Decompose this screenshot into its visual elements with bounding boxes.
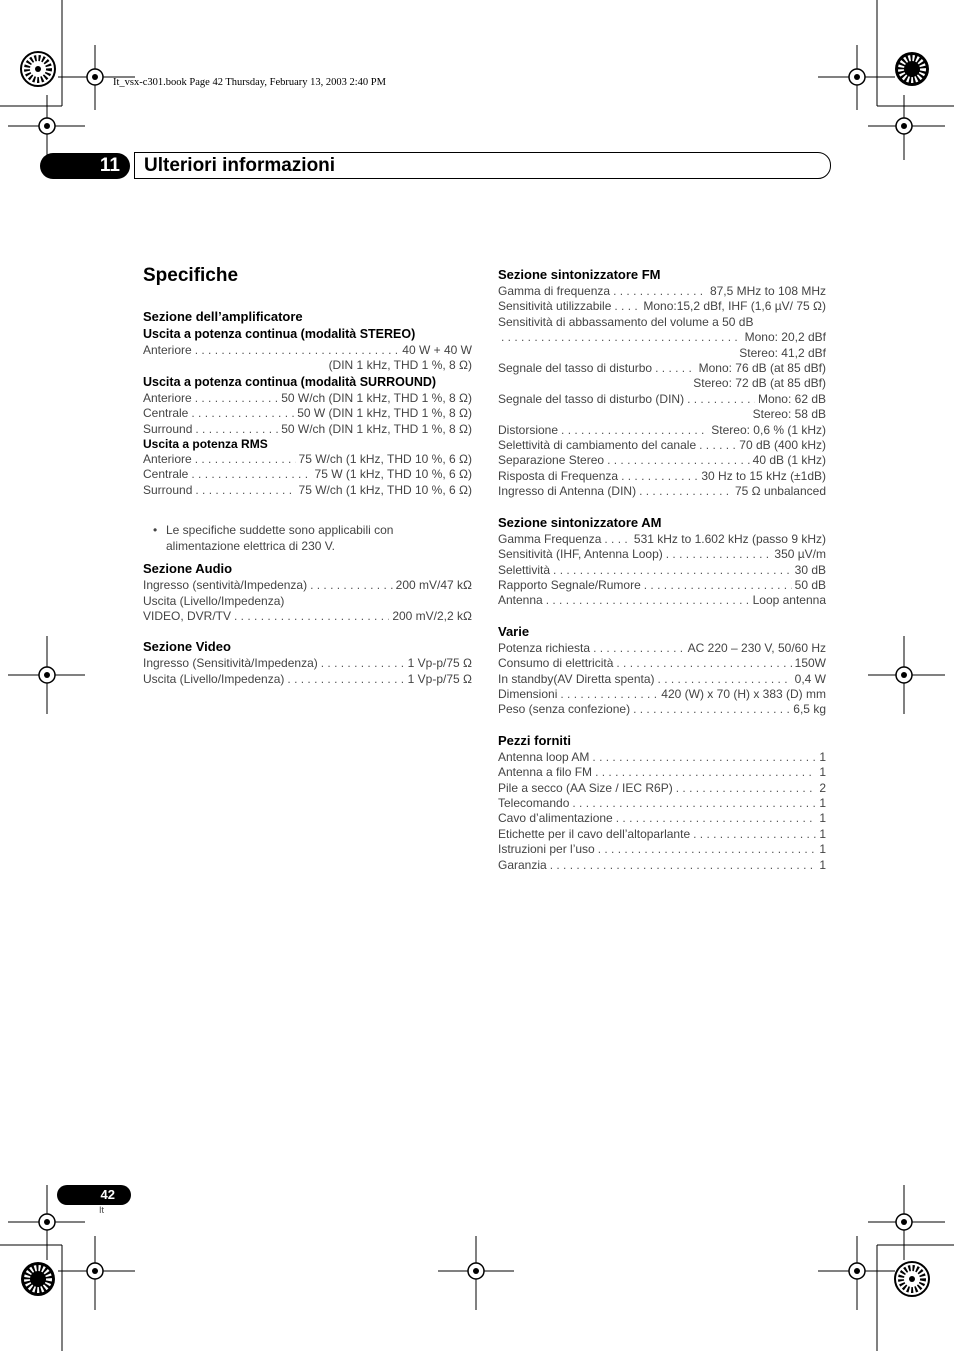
spec-row bbox=[143, 656, 472, 671]
spec-continuation: Stereo: 58 dB bbox=[752, 407, 826, 422]
spec-label: Etichette per il cavo dell’altoparlante bbox=[498, 826, 691, 841]
spec-line: Uscita (Livello/Impedenza) bbox=[143, 593, 285, 608]
spec-label: Dimensioni bbox=[498, 686, 558, 701]
spec-label: Distorsione bbox=[498, 422, 559, 437]
spec-label: VIDEO, DVR/TV bbox=[143, 609, 232, 624]
spec-value: 1 bbox=[819, 749, 826, 764]
spec-label: Antenna loop AM bbox=[498, 749, 590, 764]
varie-section-heading: Varie bbox=[498, 623, 530, 639]
spec-continuation: Stereo: 41,2 dBf bbox=[739, 345, 826, 360]
spec-value: Loop antenna bbox=[752, 593, 826, 608]
chapter-number-badge: 11 bbox=[40, 153, 130, 179]
spec-label: Anteriore bbox=[143, 343, 192, 357]
spec-label: In standby(AV Diretta spenta) bbox=[498, 671, 655, 686]
spec-row bbox=[498, 858, 826, 873]
spec-row bbox=[143, 422, 472, 437]
spec-value: AC 220 – 230 V, 50/60 Hz bbox=[687, 640, 826, 655]
spec-label: Peso (senza confezione) bbox=[498, 702, 631, 717]
spec-row bbox=[498, 532, 826, 547]
spec-value: 6,5 kg bbox=[793, 702, 826, 717]
spec-value: 40 dB (1 kHz) bbox=[752, 453, 826, 468]
spec-line: Sensitività di abbassamento del volume a 50 dB bbox=[498, 314, 754, 329]
spec-label: Consumo di elettricità bbox=[498, 656, 614, 671]
spec-label: Garanzia bbox=[498, 857, 547, 872]
spec-continuation: Stereo: 72 dB (at 85 dBf) bbox=[693, 376, 826, 391]
spec-value: 50 W/ch (DIN 1 kHz, THD 1 %, 8 Ω) bbox=[281, 421, 472, 436]
rms-heading: Uscita a potenza RMS bbox=[143, 437, 268, 452]
spec-value: 75 W/ch (1 kHz, THD 10 %, 6 Ω) bbox=[298, 482, 472, 497]
spec-label: Selettività bbox=[498, 562, 551, 577]
spec-label: Anteriore bbox=[143, 452, 192, 467]
page-language: It bbox=[99, 1205, 105, 1215]
spec-row bbox=[143, 483, 472, 498]
spec-value: 420 (W) x 70 (H) x 383 (D) mm bbox=[661, 686, 826, 701]
spec-label: Antenna a filo FM bbox=[498, 765, 593, 780]
spec-value: 87,5 MHz to 108 MHz bbox=[709, 284, 826, 298]
spec-row bbox=[498, 687, 826, 702]
surround-heading: Uscita a potenza continua (modalità SURROUND) bbox=[143, 374, 437, 389]
spec-row bbox=[143, 578, 472, 593]
spec-value: 40 W + 40 W bbox=[402, 343, 472, 357]
spec-label: Telecomando bbox=[498, 795, 570, 810]
chapter-title: Ulteriori informazioni bbox=[134, 152, 831, 179]
spec-value: 1 bbox=[819, 765, 826, 780]
note-line: alimentazione elettrica di 230 V. bbox=[166, 539, 335, 554]
spec-label: Cavo d’alimentazione bbox=[498, 811, 613, 826]
spec-label: Ingresso (sentività/Impedenza) bbox=[143, 578, 308, 593]
spec-value: 350 µV/m bbox=[774, 547, 826, 562]
spec-label: Centrale bbox=[143, 467, 189, 482]
spec-label: Potenza richiesta bbox=[498, 640, 591, 655]
spec-label: Istruzioni per l’uso bbox=[498, 842, 595, 857]
book-header-line: It_vsx-c301.book Page 42 Thursday, February 13, 2003 2:40 PM bbox=[113, 77, 386, 88]
spec-label: Separazione Stereo bbox=[498, 453, 605, 468]
spec-row bbox=[498, 827, 826, 842]
spec-value: 70 dB (400 kHz) bbox=[739, 438, 826, 453]
spec-row bbox=[498, 547, 826, 562]
spec-row bbox=[498, 641, 826, 656]
spec-row bbox=[143, 672, 472, 687]
spec-value: 75 W/ch (1 kHz, THD 10 %, 6 Ω) bbox=[298, 452, 472, 467]
spec-label: Gamma Frequenza bbox=[498, 531, 602, 546]
section-title: Specifiche bbox=[143, 265, 239, 286]
spec-value: 75 W (1 kHz, THD 10 %, 6 Ω) bbox=[314, 467, 472, 482]
spec-row bbox=[498, 765, 826, 780]
spec-value: 50 dB bbox=[794, 577, 826, 592]
audio-section-heading: Sezione Audio bbox=[143, 561, 233, 577]
am-section-heading: Sezione sintonizzatore AM bbox=[498, 514, 662, 530]
spec-value: 1 Vp-p/75 Ω bbox=[407, 671, 472, 686]
spec-value: Mono: 62 dB bbox=[757, 391, 826, 406]
fm-section-heading: Sezione sintonizzatore FM bbox=[498, 267, 661, 282]
spec-row bbox=[498, 593, 826, 608]
spec-label: Uscita (Livello/Impedenza) bbox=[143, 671, 285, 686]
spec-value: Mono:15,2 dBf, IHF (1,6 µV/ 75 Ω) bbox=[643, 299, 826, 314]
spec-value: 30 Hz to 15 kHz (±1dB) bbox=[701, 468, 826, 483]
spec-row bbox=[143, 406, 472, 421]
spec-row bbox=[498, 563, 826, 578]
spec-value: 1 bbox=[819, 795, 826, 810]
spec-label: Rapporto Segnale/Rumore bbox=[498, 577, 641, 592]
spec-label: Gamma di frequenza bbox=[498, 284, 611, 298]
spec-label: Segnale del tasso di disturbo bbox=[498, 361, 653, 376]
bullet-dot-icon: • bbox=[153, 523, 158, 538]
spec-label: Sensitività utilizzabile bbox=[498, 299, 612, 314]
spec-label: Segnale del tasso di disturbo (DIN) bbox=[498, 391, 685, 406]
spec-value: 531 kHz to 1.602 kHz (passo 9 kHz) bbox=[633, 531, 826, 546]
note-bullet bbox=[153, 522, 472, 554]
spec-row bbox=[498, 796, 826, 811]
spec-row bbox=[498, 578, 826, 593]
spec-value: 2 bbox=[819, 780, 826, 795]
spec-label: Surround bbox=[143, 482, 193, 497]
spec-value: 200 mV/2,2 kΩ bbox=[392, 609, 472, 624]
spec-value: 1 bbox=[819, 857, 826, 872]
spec-row bbox=[143, 452, 472, 467]
spec-label: Ingresso di Antenna (DIN) bbox=[498, 484, 637, 499]
video-section-heading: Sezione Video bbox=[143, 639, 231, 655]
page-number-badge: 42 bbox=[57, 1185, 131, 1205]
spec-row bbox=[498, 361, 826, 376]
spec-row bbox=[498, 438, 826, 453]
spec-label: Anteriore bbox=[143, 390, 192, 405]
spec-row bbox=[498, 672, 826, 687]
spec-row bbox=[143, 391, 472, 406]
stereo-heading: Uscita a potenza continua (modalità STEREO) bbox=[143, 327, 416, 341]
spec-label: Selettività di cambiamento del canale bbox=[498, 438, 697, 453]
spec-value: 50 W/ch (DIN 1 kHz, THD 1 %, 8 Ω) bbox=[281, 390, 472, 405]
spec-row bbox=[498, 484, 826, 499]
spec-label: Centrale bbox=[143, 406, 189, 421]
spec-value: 1 bbox=[819, 826, 826, 841]
spec-row bbox=[498, 750, 826, 765]
spec-note: (DIN 1 kHz, THD 1 %, 8 Ω) bbox=[328, 358, 472, 373]
spec-label: Surround bbox=[143, 421, 193, 436]
spec-value: 150W bbox=[794, 656, 826, 671]
spec-value: 1 bbox=[819, 811, 826, 826]
spec-row bbox=[498, 781, 826, 796]
spec-row bbox=[498, 702, 826, 717]
spec-value: 1 Vp-p/75 Ω bbox=[407, 656, 472, 671]
spec-row bbox=[498, 656, 826, 671]
spec-value: 0,4 W bbox=[794, 671, 826, 686]
spec-row bbox=[498, 330, 826, 345]
spec-row bbox=[498, 423, 826, 438]
note-line: Le specifiche suddette sono applicabili con bbox=[166, 523, 394, 538]
spec-row bbox=[143, 609, 472, 624]
amp-section-heading: Sezione dell’amplificatore bbox=[143, 309, 303, 324]
spec-label: Antenna bbox=[498, 593, 543, 608]
spec-value: Mono: 20,2 dBf bbox=[744, 330, 826, 345]
spec-label: Risposta di Frequenza bbox=[498, 468, 619, 483]
pezzi-section-heading: Pezzi forniti bbox=[498, 732, 571, 748]
spec-label: Sensitività (IHF, Antenna Loop) bbox=[498, 547, 663, 562]
spec-value: 50 W (DIN 1 kHz, THD 1 %, 8 Ω) bbox=[297, 406, 472, 421]
spec-row bbox=[498, 299, 826, 314]
spec-row bbox=[498, 469, 826, 484]
spec-row bbox=[143, 343, 472, 358]
spec-row bbox=[498, 453, 826, 468]
spec-label: Pile a secco (AA Size / IEC R6P) bbox=[498, 780, 673, 795]
left-column bbox=[143, 308, 472, 687]
spec-value: 200 mV/47 kΩ bbox=[395, 578, 472, 593]
spec-value: Mono: 76 dB (at 85 dBf) bbox=[698, 361, 826, 376]
spec-row bbox=[498, 284, 826, 299]
spec-label: Ingresso (Sensitività/Impedenza) bbox=[143, 656, 318, 671]
spec-row bbox=[498, 842, 826, 857]
spec-value: 1 bbox=[819, 842, 826, 857]
spec-row bbox=[498, 811, 826, 826]
spec-value: 75 Ω unbalanced bbox=[734, 484, 826, 499]
spec-value: 30 dB bbox=[794, 562, 826, 577]
right-column bbox=[498, 266, 826, 873]
spec-row bbox=[143, 467, 472, 482]
spec-row bbox=[498, 392, 826, 407]
spec-value: Stereo: 0,6 % (1 kHz) bbox=[711, 422, 826, 437]
